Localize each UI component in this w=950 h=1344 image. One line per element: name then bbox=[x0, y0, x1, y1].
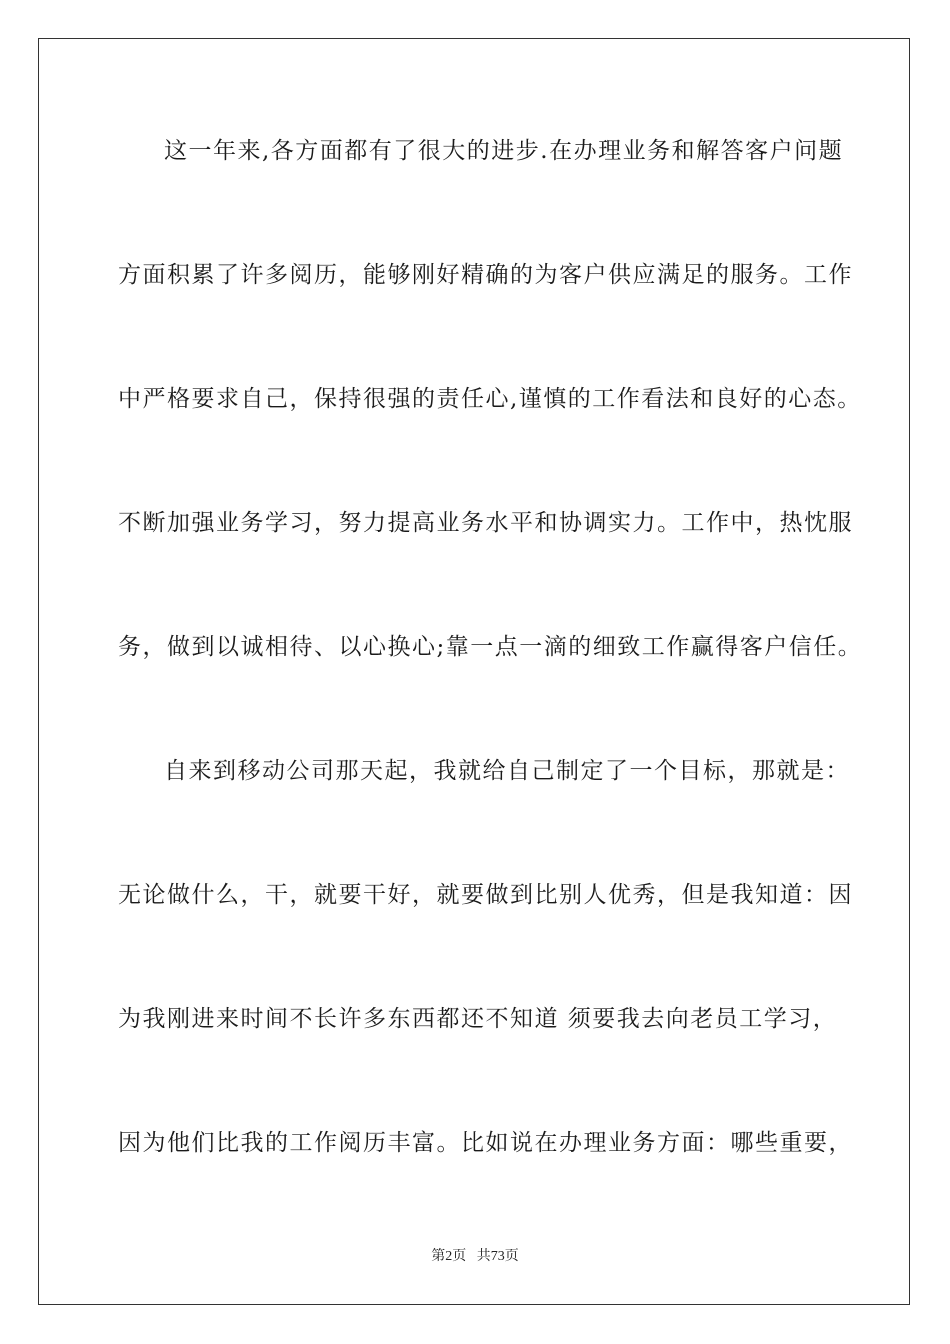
paragraph-line: 中严格要求自己，保持很强的责任心,谨慎的工作看法和良好的心态。 bbox=[118, 386, 862, 412]
paragraph-line: 务，做到以诚相待、以心换心;靠一点一滴的细致工作赢得客户信任。 bbox=[118, 634, 863, 660]
paragraph-line: 因为他们比我的工作阅历丰富。比如说在办理业务方面：哪些重要， bbox=[118, 1130, 853, 1156]
paragraph-line: 方面积累了许多阅历，能够刚好精确的为客户供应满足的服务。工作 bbox=[118, 262, 853, 288]
paragraph-line: 自来到移动公司那天起，我就给自己制定了一个目标，那就是： bbox=[164, 758, 850, 784]
page-number-footer: 第2页 共73页 bbox=[431, 1249, 519, 1264]
page-border bbox=[38, 38, 910, 1305]
paragraph-line: 为我刚进来时间不长许多东西都还不知道 须要我去向老员工学习， bbox=[118, 1006, 838, 1032]
paragraph-line: 无论做什么，干，就要干好，就要做到比别人优秀，但是我知道：因 bbox=[118, 882, 853, 908]
paragraph-line: 这一年来,各方面都有了很大的进步.在办理业务和解答客户问题 bbox=[164, 138, 844, 164]
paragraph-line: 不断加强业务学习，努力提高业务水平和协调实力。工作中，热忱服 bbox=[118, 510, 853, 536]
